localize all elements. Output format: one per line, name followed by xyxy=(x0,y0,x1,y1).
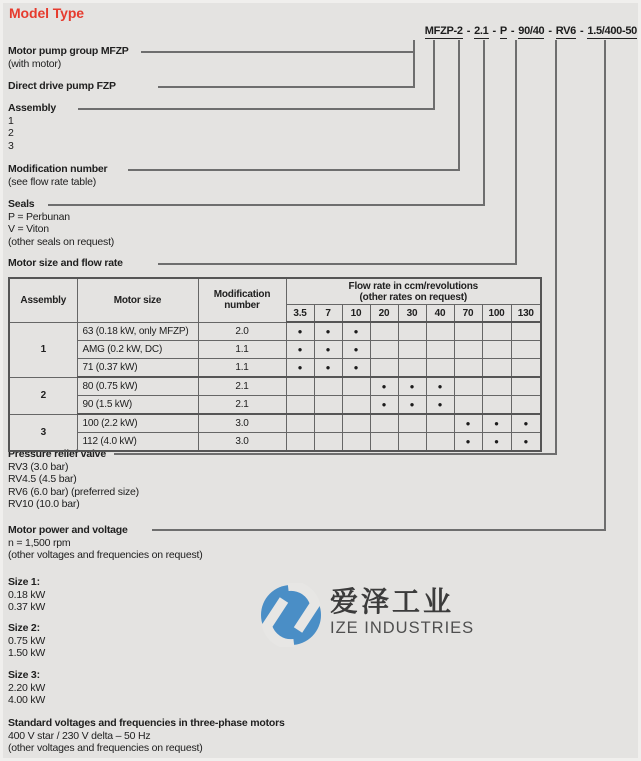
callout-line: 3 xyxy=(8,139,14,152)
ize-logo-chinese: 爱泽工业 xyxy=(330,586,455,617)
flow-dot-cell xyxy=(342,414,370,433)
ize-logo-icon xyxy=(261,583,321,647)
flow-dot-cell xyxy=(370,359,398,378)
connector-line xyxy=(152,529,606,531)
flow-rate-title: Flow rate in ccm/revolutions xyxy=(348,280,478,292)
flow-dot-cell xyxy=(511,377,541,396)
flow-dot-cell: ● xyxy=(398,377,426,396)
flow-dot-cell xyxy=(426,414,454,433)
connector-line xyxy=(555,40,557,455)
callout-assembly xyxy=(8,102,56,152)
flow-dot-cell: ● xyxy=(314,322,342,341)
connector-line xyxy=(141,51,415,53)
flow-dot-cell xyxy=(286,433,314,452)
size-title: Size 3: xyxy=(8,669,40,681)
callout-title: Seals xyxy=(8,198,35,210)
callout-line: RV3 (3.0 bar) xyxy=(8,460,69,473)
flow-rate-table xyxy=(8,277,542,452)
callout-line: 2 xyxy=(8,127,14,140)
model-code-separator: - xyxy=(580,25,584,37)
flow-dot-cell xyxy=(482,322,511,341)
flow-dot-cell xyxy=(454,322,482,341)
callout-title: Assembly xyxy=(8,102,57,114)
size-line: 0.37 kW xyxy=(8,601,46,614)
callout-line: (other voltages and frequencies on request) xyxy=(8,549,203,562)
col-header-assembly: Assembly xyxy=(9,278,77,322)
callout-title: Motor power and voltage xyxy=(8,524,128,536)
modification-cell: 3.0 xyxy=(198,414,286,433)
flow-dot-cell xyxy=(286,377,314,396)
flow-dot-cell xyxy=(398,359,426,378)
callout-line: P = Perbunan xyxy=(8,210,70,223)
ize-industries-logo xyxy=(261,583,474,647)
motor-size-cell: 90 (1.5 kW) xyxy=(77,396,198,415)
callout-motor-pump-group xyxy=(8,45,129,70)
size-line: 2.20 kW xyxy=(8,681,46,694)
callout-title: Motor size and flow rate xyxy=(8,257,123,269)
motor-size-cell: 63 (0.18 kW, only MFZP) xyxy=(77,322,198,341)
assembly-cell: 2 xyxy=(9,377,77,414)
flow-dot-cell xyxy=(482,377,511,396)
callout-line: RV6 (6.0 bar) (preferred size) xyxy=(8,485,139,498)
connector-line xyxy=(158,263,517,265)
motor-size-cell: AMG (0.2 kW, DC) xyxy=(77,341,198,359)
assembly-cell: 1 xyxy=(9,322,77,377)
page-title: Model Type xyxy=(9,5,84,21)
flow-dot-cell xyxy=(482,341,511,359)
motor-size-cell: 80 (0.75 kW) xyxy=(77,377,198,396)
callout-title: Pressure relief valve xyxy=(8,448,106,460)
connector-line xyxy=(114,453,557,455)
flow-dot-cell xyxy=(314,433,342,452)
callout-title: Direct drive pump FZP xyxy=(8,80,116,92)
modification-cell: 3.0 xyxy=(198,433,286,452)
flow-dot-cell: ● xyxy=(511,414,541,433)
flow-dot-cell: ● xyxy=(426,377,454,396)
connector-line xyxy=(604,40,606,531)
flow-dot-cell: ● xyxy=(426,396,454,415)
model-code-segment-modification: 2.1 xyxy=(474,25,489,37)
model-code-separator: - xyxy=(510,25,515,37)
callout-line: n = 1,500 rpm xyxy=(8,536,71,549)
callout-line: RV10 (10.0 bar) xyxy=(8,498,80,511)
callout-direct-drive-pump xyxy=(8,80,116,93)
flow-dot-cell xyxy=(398,433,426,452)
flow-dot-cell xyxy=(342,433,370,452)
callout-motor-size-flow-rate xyxy=(8,257,123,270)
flow-rate-subtitle: (other rates on request) xyxy=(359,291,467,303)
flow-dot-cell xyxy=(482,359,511,378)
flow-dot-cell xyxy=(314,396,342,415)
flow-dot-cell: ● xyxy=(342,322,370,341)
flow-dot-cell xyxy=(398,322,426,341)
col-header-motor-size: Motor size xyxy=(77,278,198,322)
assembly-cell: 3 xyxy=(9,414,77,451)
flow-col-header: 10 xyxy=(342,305,370,323)
callout-line: 1 xyxy=(8,114,14,127)
flow-dot-cell xyxy=(314,377,342,396)
flow-col-header: 7 xyxy=(314,305,342,323)
flow-dot-cell: ● xyxy=(482,433,511,452)
size-1-block xyxy=(8,576,45,614)
col-header-modification-line1: Modification xyxy=(213,289,271,301)
flow-dot-cell xyxy=(426,341,454,359)
flow-dot-cell xyxy=(398,341,426,359)
flow-dot-cell: ● xyxy=(286,341,314,359)
connector-line xyxy=(458,40,460,171)
flow-dot-cell xyxy=(454,396,482,415)
flow-dot-cell xyxy=(454,341,482,359)
connector-line xyxy=(413,40,415,88)
flow-dot-cell xyxy=(398,414,426,433)
flow-dot-cell: ● xyxy=(314,341,342,359)
standard-voltages-line: 400 V star / 230 V delta – 50 Hz xyxy=(8,729,151,742)
model-code-separator: - xyxy=(466,25,471,37)
standard-voltages-block xyxy=(8,717,285,755)
flow-dot-cell: ● xyxy=(511,433,541,452)
flow-dot-cell: ● xyxy=(454,433,482,452)
modification-cell: 2.0 xyxy=(198,322,286,341)
flow-dot-cell xyxy=(314,414,342,433)
callout-pressure-relief-valve xyxy=(8,448,139,511)
flow-dot-cell xyxy=(342,396,370,415)
callout-line: (see flow rate table) xyxy=(8,175,97,188)
flow-dot-cell: ● xyxy=(370,396,398,415)
size-line: 4.00 kW xyxy=(8,694,46,707)
flow-col-header: 20 xyxy=(370,305,398,323)
standard-voltages-line: (other voltages and frequencies on request) xyxy=(8,742,203,755)
size-line: 0.18 kW xyxy=(8,588,46,601)
modification-cell: 2.1 xyxy=(198,377,286,396)
flow-dot-cell: ● xyxy=(286,322,314,341)
size-3-block xyxy=(8,669,45,707)
flow-dot-cell xyxy=(511,396,541,415)
flow-dot-cell: ● xyxy=(370,377,398,396)
modification-cell: 1.1 xyxy=(198,359,286,378)
size-2-block xyxy=(8,622,45,660)
ize-logo-text xyxy=(330,583,474,637)
model-code-segment-relief-valve: RV6 xyxy=(555,25,577,37)
flow-dot-cell xyxy=(370,322,398,341)
model-code-separator: - xyxy=(548,25,552,37)
flow-dot-cell xyxy=(511,359,541,378)
flow-col-header: 3.5 xyxy=(286,305,314,323)
model-code-segment-pump-group: MFZP-2 xyxy=(424,25,463,37)
col-header-modification xyxy=(198,278,286,322)
model-code-segment-power-voltage: 1.5/400-50 xyxy=(587,25,637,37)
flow-dot-cell xyxy=(342,377,370,396)
flow-dot-cell xyxy=(286,396,314,415)
callout-line: V = Viton xyxy=(8,223,49,236)
col-header-flow-rate xyxy=(286,278,541,305)
callout-line: (with motor) xyxy=(8,57,62,70)
flow-dot-cell xyxy=(286,414,314,433)
flow-dot-cell: ● xyxy=(342,341,370,359)
standard-voltages-title: Standard voltages and frequencies in three-phase motors xyxy=(8,717,285,729)
col-header-modification-line2: number xyxy=(224,300,260,312)
modification-cell: 2.1 xyxy=(198,396,286,415)
flow-dot-cell xyxy=(511,322,541,341)
flow-dot-cell: ● xyxy=(314,359,342,378)
model-code-separator: - xyxy=(492,25,496,37)
flow-dot-cell: ● xyxy=(454,414,482,433)
model-code-segment-flow-rate: 90/40 xyxy=(518,25,545,37)
motor-size-cell: 71 (0.37 kW) xyxy=(77,359,198,378)
connector-line xyxy=(483,40,485,206)
flow-col-header: 30 xyxy=(398,305,426,323)
callout-title: Motor pump group MFZP xyxy=(8,45,129,57)
motor-size-cell: 112 (4.0 kW) xyxy=(77,433,198,452)
flow-dot-cell xyxy=(454,359,482,378)
flow-dot-cell: ● xyxy=(286,359,314,378)
flow-dot-cell: ● xyxy=(342,359,370,378)
motor-size-cell: 100 (2.2 kW) xyxy=(77,414,198,433)
flow-col-header: 40 xyxy=(426,305,454,323)
flow-dot-cell xyxy=(426,433,454,452)
size-line: 0.75 kW xyxy=(8,634,46,647)
connector-line xyxy=(158,86,415,88)
connector-line xyxy=(433,40,435,110)
flow-dot-cell xyxy=(370,414,398,433)
flow-dot-cell xyxy=(454,377,482,396)
size-title: Size 1: xyxy=(8,576,40,588)
flow-dot-cell xyxy=(426,322,454,341)
flow-col-header: 130 xyxy=(511,305,541,323)
size-line: 1.50 kW xyxy=(8,647,46,660)
flow-dot-cell xyxy=(482,396,511,415)
callout-title: Modification number xyxy=(8,163,108,175)
flow-col-header: 100 xyxy=(482,305,511,323)
flow-col-header: 70 xyxy=(454,305,482,323)
flow-dot-cell xyxy=(370,433,398,452)
connector-line xyxy=(78,108,435,110)
size-title: Size 2: xyxy=(8,622,40,634)
model-code xyxy=(425,25,637,39)
connector-line xyxy=(515,40,517,265)
flow-dot-cell xyxy=(426,359,454,378)
modification-cell: 1.1 xyxy=(198,341,286,359)
connector-line xyxy=(128,169,460,171)
callout-line: (other seals on request) xyxy=(8,235,115,248)
callout-seals xyxy=(8,198,114,248)
callout-line: RV4.5 (4.5 bar) xyxy=(8,473,77,486)
model-code-segment-seals: P xyxy=(499,25,507,37)
flow-dot-cell: ● xyxy=(482,414,511,433)
flow-dot-cell xyxy=(370,341,398,359)
callout-motor-power-voltage xyxy=(8,524,203,562)
callout-modification-number xyxy=(8,163,107,188)
ize-logo-english: IZE INDUSTRIES xyxy=(330,619,475,637)
flow-dot-cell: ● xyxy=(398,396,426,415)
flow-dot-cell xyxy=(511,341,541,359)
